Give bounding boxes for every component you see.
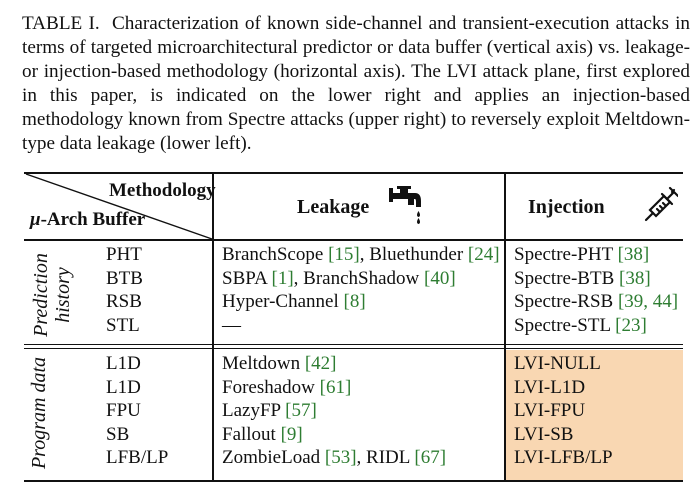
leakage-cell [222, 353, 337, 375]
buffer-cell: L1D [106, 376, 141, 398]
arch-buffer-header [30, 209, 145, 231]
cell-text: LVI-FPU [514, 400, 586, 421]
citation: [67] [414, 447, 447, 468]
injection-cell [514, 447, 613, 469]
cell-text: Spectre-RSB [514, 291, 618, 312]
injection-cell [514, 353, 601, 375]
cell-text: LVI-L1D [514, 376, 586, 398]
injection-cell [514, 244, 649, 266]
injection-cell [514, 291, 678, 313]
leakage-cell [222, 268, 456, 290]
injection-cell [514, 424, 573, 446]
citation: [1] [271, 267, 294, 289]
citation: [57] [285, 400, 317, 421]
group-rule-top [24, 344, 683, 345]
buffer-cell: FPU [106, 400, 141, 421]
group-label-prediction-history [30, 245, 74, 345]
citation: [38] [617, 244, 650, 265]
citation: [42] [304, 353, 337, 374]
group-label-program-data [28, 348, 50, 478]
cell-text: Hyper-Channel [222, 291, 344, 312]
cell-text: SBPA [222, 267, 272, 289]
group-label-line1: Prediction [30, 253, 52, 337]
arch-buffer-label: -Arch Buffer [40, 209, 146, 230]
leakage-cell [222, 400, 317, 422]
group-label-line1: Program data [28, 356, 50, 470]
injection-cell [514, 400, 585, 422]
methodology-header: Methodology [109, 180, 216, 201]
citation: [8] [343, 291, 366, 312]
caption-text: Characterization of known side-channel and transient-execution attacks in terms of targeted microarchitectural predictor or data buffer (vertical axis) vs. leakage- or injection-based methodology (horizontal axis). The LVI attack plane, first explored in this paper, is indicated on the lower right and applies an injection-based methodology known from Spectre attacks (upper right) to reversely exploit Meltdown-type data leakage (lower left). [22, 13, 691, 154]
bottom-rule [24, 480, 683, 482]
cell-text: Spectre-STL [514, 314, 616, 336]
injection-header: Injection [528, 196, 605, 218]
cell-text: , Bluethunder [359, 244, 468, 265]
leakage-cell [222, 244, 500, 266]
citation: [61] [319, 376, 352, 398]
citation: [15] [328, 244, 360, 265]
cell-text: — [222, 314, 241, 336]
leakage-cell [222, 315, 241, 337]
caption-label: TABLE I. [22, 13, 100, 34]
buffer-cell: RSB [106, 291, 142, 312]
citation: [38] [619, 267, 651, 289]
cell-text: Meltdown [222, 353, 305, 374]
buffer-cell: BTB [106, 267, 143, 289]
cell-text: Spectre-PHT [514, 244, 618, 265]
injection-cell [514, 268, 651, 290]
citation: [24] [467, 244, 500, 265]
dripping-faucet-icon [386, 184, 426, 226]
cell-text: Foreshadow [222, 376, 320, 398]
cell-text: LVI-SB [514, 423, 574, 445]
leakage-cell [222, 291, 366, 313]
citation: [9] [280, 423, 303, 445]
syringe-icon [644, 186, 678, 222]
cell-text: LVI-LFB/LP [514, 447, 613, 468]
buffer-cell: PHT [106, 244, 142, 265]
leakage-header: Leakage [297, 196, 370, 218]
leakage-cell [222, 424, 303, 446]
buffer-cell: LFB/LP [106, 447, 169, 468]
group-label-line2: history [52, 267, 74, 323]
cell-text: BranchScope [222, 244, 329, 265]
citation: [23] [615, 314, 647, 336]
citation: [40] [424, 267, 456, 289]
citation: [53] [324, 447, 357, 468]
leakage-cell [222, 377, 351, 399]
mu-symbol: μ [30, 209, 41, 230]
cell-text: LazyFP [222, 400, 286, 421]
buffer-cell: SB [106, 423, 130, 445]
table-caption [22, 12, 690, 156]
injection-cell [514, 315, 647, 337]
cell-text: Fallout [222, 423, 281, 445]
cell-text: LVI-NULL [514, 353, 601, 374]
attack-table [24, 172, 683, 484]
buffer-cell: STL [106, 314, 140, 336]
buffer-cell: L1D [106, 353, 141, 374]
group-rule-bottom [24, 348, 683, 349]
column-divider-right [504, 172, 506, 482]
injection-cell [514, 377, 585, 399]
cell-text: Spectre-BTB [514, 267, 620, 289]
leakage-cell [222, 447, 446, 469]
citation: [39, 44] [617, 291, 679, 312]
cell-text: , BranchShadow [293, 267, 424, 289]
cell-text: ZombieLoad [222, 447, 325, 468]
cell-text: , RIDL [356, 447, 415, 468]
